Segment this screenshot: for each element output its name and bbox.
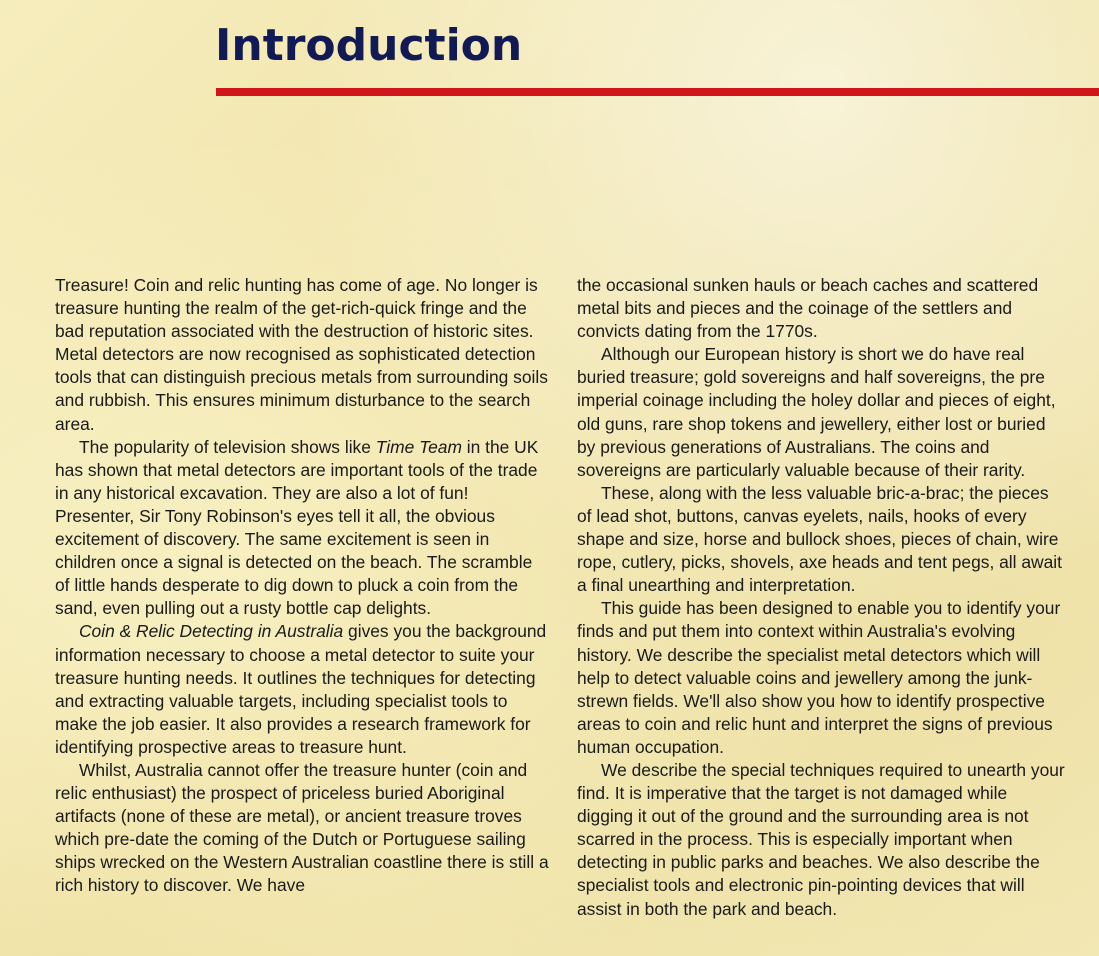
paragraph: These, along with the less valuable bric-a-brac; the pieces of lead shot, buttons, canvas eyelets, nails, hooks of every shape and size, horse and bullock shoes, pieces of chain, wire rope, cutlery, picks, shovels, axe heads and tent pegs, all await a final unearthing and interpretation. [577,482,1062,596]
show-title: Time Team [375,436,462,457]
paragraph: Treasure! Coin and relic hunting has come of age. No longer is treasure hunting the realm of the get-rich-quick fringe and the bad reputation associated with the destruction of historic sites. Metal detectors are now recognised as sophisticated detection tools that can distinguish precious metals from surrounding soils and rubbish. This ensures minimum disturbance to the search area. [55,275,548,434]
paragraph: This guide has been designed to enable you to identify your finds and put them into context within Australia's evolving history. We describe the specialist metal detectors which will help to detect valuable coins and jewellery among the junk-strewn fields. We'll also show you how to identify prospective areas to coin and relic hunt and interpret the signs of previous human occupation. [577,598,1061,757]
paragraph [55,620,550,759]
paragraph [55,436,550,621]
paragraph-text: gives you the background information necessary to choose a metal detector to suite your treasure hunting needs. It outlines the techniques for detecting and extracting valuable targets, including specialist tools to make the job easier. It also provides a research framework for identifying prospective areas to treasure hunt. [55,621,547,757]
book-title: Coin & Relic Detecting in Australia [79,621,344,642]
paragraph: the occasional sunken hauls or beach caches and scattered metal bits and pieces and the coinage of the settlers and convicts dating from the 1770s. [577,275,1039,342]
paragraph: Although our European history is short we do have real buried treasure; gold sovereigns and half sovereigns, the pre imperial coinage including the holey dollar and pieces of eight, old guns, rare shop tokens and jewellery, either lost or buried by previous generations of Australians. The coins and sovereigns are particularly valuable because of their rarity. [577,344,1056,480]
paragraph: Whilst, Australia cannot offer the treasure hunter (coin and relic enthusiast) the prospect of priceless buried Aboriginal artifacts (none of these are metal), or ancient treasure troves which pre-date the coming of the Dutch or Portuguese sailing ships wrecked on the Western Australian coastline there is still a rich history to discover. We have [55,759,549,896]
paragraph: We describe the special techniques required to unearth your find. It is imperative that the target is not damaged while digging it out of the ground and the surrounding area is not scarred in the process. This is especially important when detecting in public parks and beaches. We also describe the specialist tools and electronic pin-pointing devices that will assist in both the park and beach. [577,759,1065,919]
paragraph-text: The popularity of television shows like [79,436,376,457]
title-rule [216,88,1099,96]
right-column [577,274,1067,921]
left-column [55,274,550,898]
page-title: Introduction [215,20,523,71]
paragraph-text: in the UK has shown that metal detectors are important tools of the trade in any historical excavation. They are also a lot of fun! Presenter, Sir Tony Robinson's eyes tell it all, the obvious excitement of discovery. The same excitement is seen in children once a signal is detected on the beach. The scramble of little hands desperate to dig down to pluck a coin from the sand, even pulling out a rusty bottle cap delights. [55,436,539,619]
